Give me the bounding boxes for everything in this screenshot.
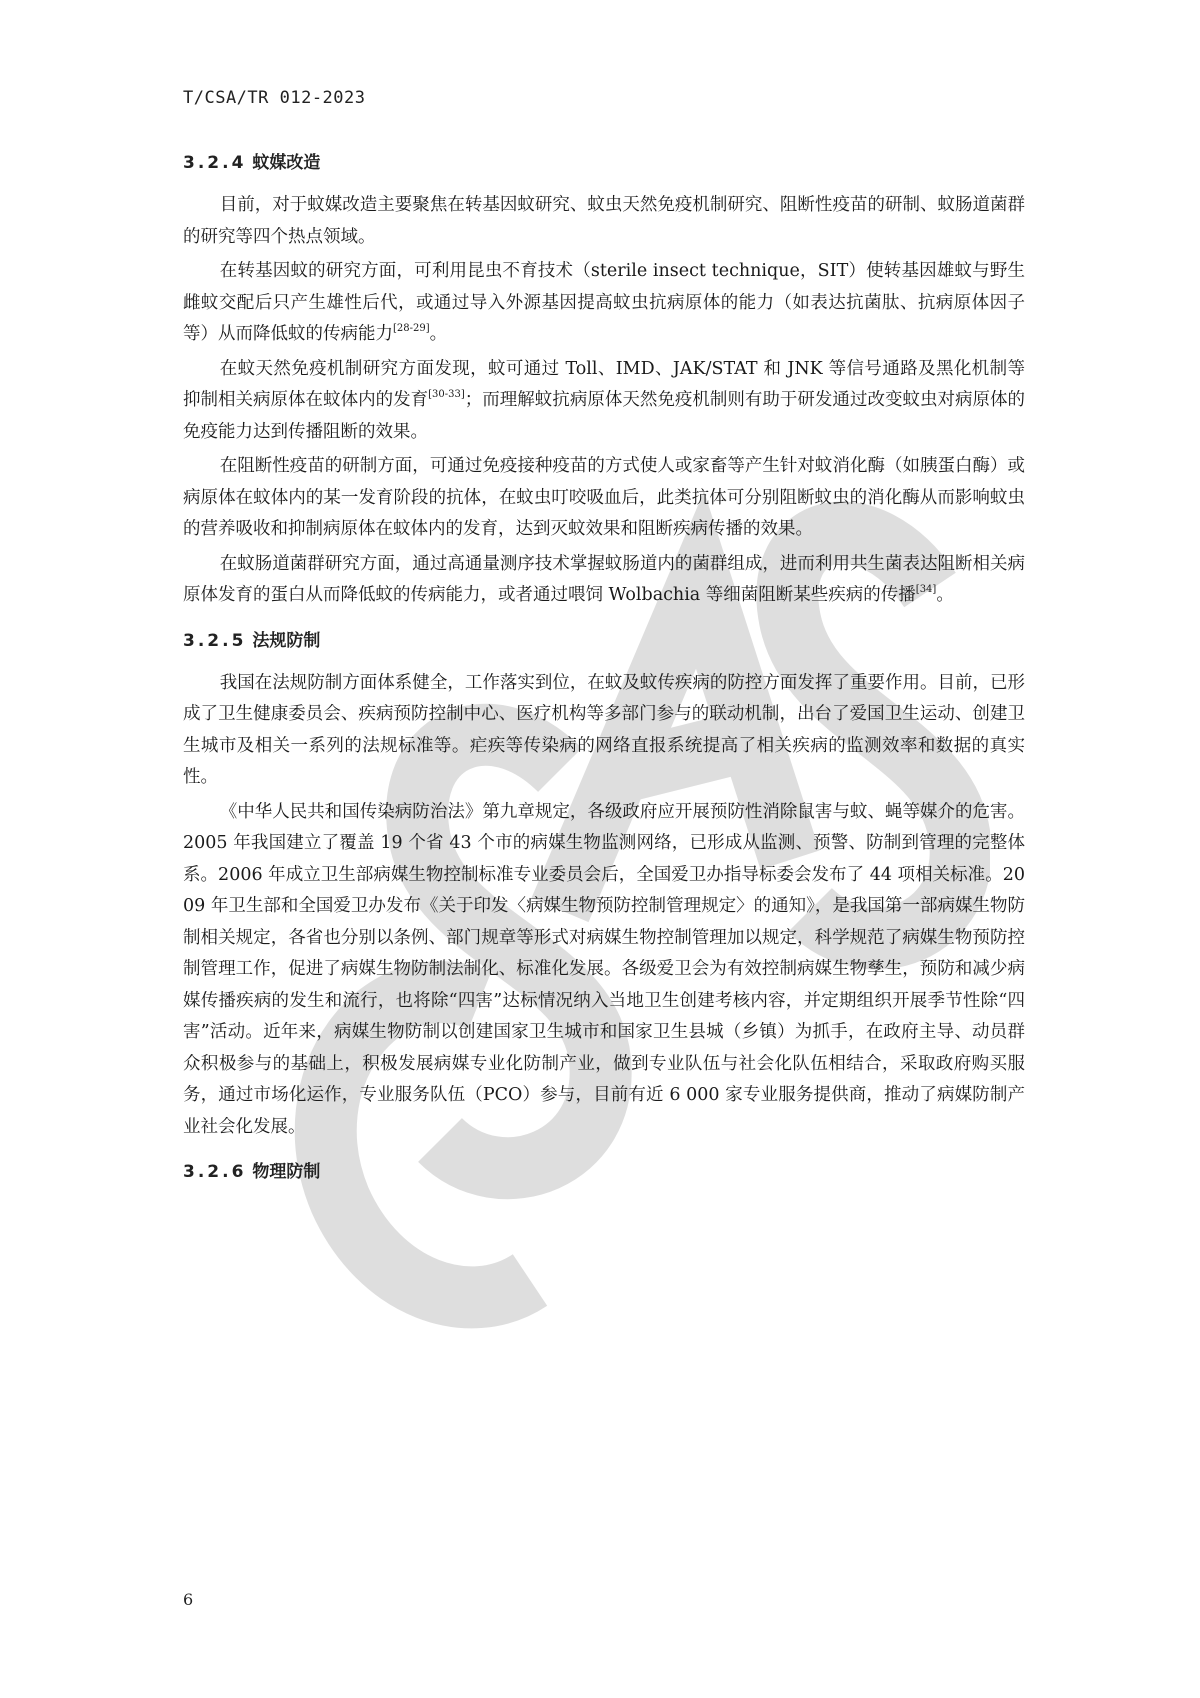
paragraph-text: 《中华人民共和国传染病防治法》第九章规定，各级政府应开展预防性消除鼠害与蚊、蝇等媒介的危害。2005 年我国建立了覆盖 19 个省 43 个市的病媒生物监测网络，已形成从监测、预警、防制到管理的完整体系。2006 年成立卫生部病媒生物控制标准专业委员会后，全国爱卫办指导标委会发布了 44 项相关标准。2009 年卫生部和全国爱卫办发布《关于印发〈病媒生物预防控制管理规定〉的通知》，是我国第一部病媒生物防制相关规定，各省也分别以条例、部门规章等形式对病媒生物控制管理加以规定，科学规范了病媒生物预防控制管理工作，促进了病媒生物防制法制化、标准化发展。各级爱卫会为有效控制病媒生物孳生，预防和减少病媒传播疾病的发生和流行，也将除“四害”达标情况纳入当地卫生创建考核内容，并定期组织开展季节性除“四害”活动。近年来，病媒生物防制以创建国家卫生城市和国家卫生县城（乡镇）为抓手，在政府主导、动员群众积极参与的基础上，积极发展病媒专业化防制产业，做到专业队伍与社会化队伍相结合，采取政府购买服务，通过市场化运作，专业服务队伍（PCO）参与，目前有近 6 000 家专业服务提供商，推动了病媒防制产业社会化发展。	[183, 801, 1025, 1137]
section-3-2-6	[183, 1155, 1025, 1189]
paragraph	[183, 451, 1025, 546]
section-title: 法规防制	[252, 630, 321, 651]
paragraph	[183, 549, 1025, 612]
citation: [28-29]	[393, 323, 430, 334]
section-heading	[183, 624, 1025, 658]
paragraph-text: ；而理解蚊抗病原体天然免疫机制则有助于研发通过改变蚊虫对病原体的免疫能力达到传播阻断的效果。	[183, 390, 1026, 442]
section-number: 3.2.4	[183, 153, 247, 173]
paragraph-text: 在阻断性疫苗的研制方面，可通过免疫接种疫苗的方式使人或家畜等产生针对蚊消化酶（如胰蛋白酶）或病原体在蚊体内的某一发育阶段的抗体，在蚊虫叮咬吸血后，此类抗体可分别阻断蚊虫的消化酶从而影响蚊虫的营养吸收和抑制病原体在蚊体内的发育，达到灭蚊效果和阻断疾病传播的效果。	[183, 456, 1025, 539]
paragraph	[183, 354, 1025, 449]
citation: [30-33]	[428, 389, 465, 400]
section-title: 蚊媒改造	[252, 153, 321, 173]
paragraph-text: 。	[429, 324, 448, 344]
section-heading	[183, 1155, 1025, 1189]
section-3-2-5	[183, 624, 1025, 1144]
paragraph-text: 目前，对于蚊媒改造主要聚焦在转基因蚊研究、蚊虫天然免疫机制研究、阻断性疫苗的研制、蚊肠道菌群的研究等四个热点领域。	[183, 195, 1025, 247]
document-body	[183, 146, 1025, 1189]
page-number: 6	[183, 1590, 194, 1609]
section-heading	[183, 146, 1025, 180]
document-code: T/CSA/TR 012-2023	[183, 88, 366, 108]
paragraph	[183, 256, 1025, 351]
citation: [34]	[915, 584, 937, 595]
section-number: 3.2.6	[183, 1162, 247, 1182]
paragraph	[183, 797, 1025, 1144]
paragraph-text: 在转基因蚊的研究方面，可利用昆虫不育技术（sterile insect technique，SIT）使转基因雄蚊与野生雌蚊交配后只产生雄性后代，或通过导入外源基因提高蚊虫抗病原体的能力（如表达抗菌肽、抗病原体因子等）从而降低蚊的传病能力	[183, 261, 1025, 344]
paragraph-text: 。	[936, 585, 954, 605]
paragraph	[183, 190, 1025, 253]
section-title: 物理防制	[252, 1162, 321, 1182]
paragraph-text: 在蚊肠道菌群研究方面，通过高通量测序技术掌握蚊肠道内的菌群组成，进而利用共生菌表达阻断相关病原体发育的蛋白从而降低蚊的传病能力，或者通过喂饲 Wolbachia 等细菌阻断某些疾病的传播	[183, 553, 1025, 605]
section-3-2-4	[183, 146, 1025, 612]
section-number: 3.2.5	[183, 630, 247, 651]
paragraph	[183, 668, 1025, 794]
paragraph-text: 我国在法规防制方面体系健全，工作落实到位，在蚊及蚊传疾病的防控方面发挥了重要作用。目前，已形成了卫生健康委员会、疾病预防控制中心、医疗机构等多部门参与的联动机制，出台了爱国卫生运动、创建卫生城市及相关一系列的法规标准等。疟疾等传染病的网络直报系统提高了相关疾病的监测效率和数据的真实性。	[183, 672, 1025, 787]
paragraph-text: 在蚊天然免疫机制研究方面发现，蚊可通过 Toll、IMD、JAK/STAT 和 JNK 等信号通路及黑化机制等抑制相关病原体在蚊体内的发育	[183, 358, 1025, 410]
